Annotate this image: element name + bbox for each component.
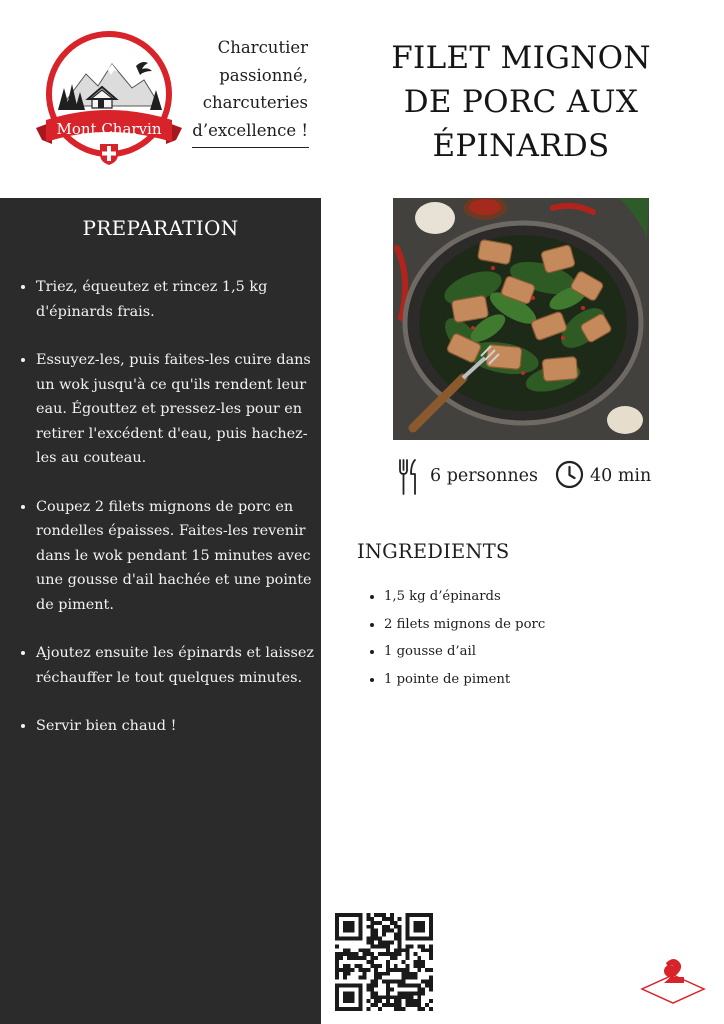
qr-module	[417, 991, 421, 995]
qr-module	[362, 948, 366, 952]
qr-module	[386, 960, 390, 964]
qr-module	[335, 976, 339, 980]
qr-module	[359, 948, 363, 952]
qr-module	[374, 933, 378, 937]
qr-module	[378, 913, 382, 917]
qr-module	[370, 984, 374, 988]
qr-module	[409, 995, 413, 999]
qr-module	[398, 980, 402, 984]
qr-module	[429, 944, 433, 948]
qr-module	[406, 995, 410, 999]
preparation-title: PREPARATION	[82, 216, 239, 240]
qr-module	[390, 987, 394, 991]
qr-module	[386, 1003, 390, 1007]
qr-module	[347, 952, 351, 956]
ingredient-item: • 1,5 kg d’épinards	[384, 583, 724, 611]
qr-module	[378, 976, 382, 980]
qr-module	[413, 976, 417, 980]
qr-module	[394, 937, 398, 941]
qr-module	[370, 956, 374, 960]
qr-module	[417, 968, 421, 972]
qr-module	[386, 952, 390, 956]
ingredient-item: • 1 gousse d’ail	[384, 638, 724, 666]
qr-module	[386, 972, 390, 976]
qr-module	[386, 984, 390, 988]
qr-module	[398, 940, 402, 944]
qr-module	[378, 964, 382, 968]
qr-module	[359, 964, 363, 968]
qr-module	[374, 984, 378, 988]
qr-module	[378, 952, 382, 956]
qr-module	[402, 1007, 406, 1011]
qr-module	[382, 1003, 386, 1007]
qr-module	[382, 913, 386, 917]
qr-module	[413, 960, 417, 964]
brand-tagline	[190, 34, 308, 144]
qr-module	[374, 991, 378, 995]
qr-module	[386, 964, 390, 968]
qr-module	[417, 1007, 421, 1011]
qr-module	[366, 1007, 370, 1011]
qr-module	[429, 948, 433, 952]
qr-module	[339, 968, 343, 972]
qr-module	[351, 952, 355, 956]
qr-module	[366, 960, 370, 964]
qr-module	[370, 980, 374, 984]
qr-module	[343, 968, 347, 972]
qr-module	[382, 929, 386, 933]
qr-module	[351, 956, 355, 960]
qr-module	[374, 921, 378, 925]
preparation-step: • Coupez 2 filets mignons de porc en rondelles épaisses. Faites-les revenir dans le wok pendant 15 minutes avec une gousse d'ail hachée et une pointe de piment.	[36, 495, 328, 618]
qr-module	[417, 944, 421, 948]
qr-module	[374, 913, 378, 917]
qr-module	[394, 925, 398, 929]
qr-module	[386, 925, 390, 929]
qr-module	[378, 999, 382, 1003]
qr-module	[366, 968, 370, 972]
qr-module	[378, 995, 382, 999]
qr-module	[421, 960, 425, 964]
qr-module	[406, 1003, 410, 1007]
qr-module	[374, 937, 378, 941]
qr-module	[382, 952, 386, 956]
qr-module	[402, 984, 406, 988]
qr-module	[370, 929, 374, 933]
qr-module	[398, 937, 402, 941]
preparation-step: • Servir bien chaud !	[36, 714, 328, 739]
qr-module	[429, 952, 433, 956]
qr-module	[417, 995, 421, 999]
qr-module	[386, 917, 390, 921]
ingredients-list	[367, 583, 724, 693]
tagline-line: charcuteries	[202, 93, 308, 112]
qr-module	[335, 956, 339, 960]
qr-module	[413, 1003, 417, 1007]
qr-module	[335, 944, 339, 948]
qr-module	[378, 940, 382, 944]
qr-module	[374, 964, 378, 968]
qr-module	[370, 960, 374, 964]
qr-module	[339, 952, 343, 956]
qr-module	[362, 956, 366, 960]
qr-module	[421, 1007, 425, 1011]
qr-module	[394, 921, 398, 925]
qr-module	[406, 956, 410, 960]
qr-module	[402, 976, 406, 980]
qr-module	[355, 952, 359, 956]
qr-module	[370, 921, 374, 925]
servings-text: 6 personnes	[430, 466, 539, 486]
qr-module	[355, 956, 359, 960]
qr-module	[370, 1003, 374, 1007]
qr-module	[429, 980, 433, 984]
qr-module	[335, 968, 339, 972]
qr-module	[374, 976, 378, 980]
qr-module	[378, 972, 382, 976]
qr-module	[343, 972, 347, 976]
qr-module	[417, 984, 421, 988]
qr-module	[390, 995, 394, 999]
qr-module	[409, 1003, 413, 1007]
qr-module	[398, 933, 402, 937]
qr-module	[343, 976, 347, 980]
qr-module	[366, 948, 370, 952]
qr-module	[386, 987, 390, 991]
qr-module	[398, 925, 402, 929]
qr-module	[366, 917, 370, 921]
qr-module	[374, 944, 378, 948]
qr-module	[382, 925, 386, 929]
ingredient-item: • 2 filets mignons de porc	[384, 611, 724, 639]
qr-module	[394, 1007, 398, 1011]
preparation-step: • Essuyez-les, puis faites-les cuire dans un wok jusqu'à ce qu'ils rendent leur eau. Égouttez et pressez-les pour en retirer l'excédent d'eau, puis hachez-les au couteau.	[36, 348, 328, 471]
qr-module	[394, 956, 398, 960]
qr-module	[394, 980, 398, 984]
qr-module	[417, 1003, 421, 1007]
qr-module	[406, 948, 410, 952]
qr-module	[406, 999, 410, 1003]
qr-module	[394, 933, 398, 937]
mont-charvin-logo	[28, 28, 190, 168]
qr-module	[386, 944, 390, 948]
qr-module	[394, 964, 398, 968]
qr-module	[382, 940, 386, 944]
qr-module	[386, 929, 390, 933]
preparation-step: • Ajoutez ensuite les épinards et laissez réchauffer le tout quelques minutes.	[36, 641, 328, 690]
qr-module	[374, 956, 378, 960]
qr-module	[390, 940, 394, 944]
qr-module	[370, 952, 374, 956]
qr-module	[359, 976, 363, 980]
qr-module	[425, 948, 429, 952]
fork-knife-icon	[397, 458, 421, 496]
qr-module	[343, 952, 347, 956]
preparation-step: • Triez, équeutez et rincez 1,5 kg d'épinards frais.	[36, 275, 328, 324]
qr-module	[370, 925, 374, 929]
qr-module	[335, 952, 339, 956]
qr-module	[347, 972, 351, 976]
qr-module	[347, 964, 351, 968]
qr-module	[370, 937, 374, 941]
qr-module	[390, 968, 394, 972]
qr-module	[386, 948, 390, 952]
recipe-title-line: ÉPINARDS	[432, 128, 610, 164]
qr-module	[406, 984, 410, 988]
qr-module	[386, 968, 390, 972]
dish-photo	[393, 198, 649, 440]
qr-module	[374, 972, 378, 976]
qr-module	[382, 944, 386, 948]
qr-module	[359, 956, 363, 960]
qr-module	[382, 980, 386, 984]
recipe-title-line: DE PORC AUX	[403, 84, 639, 120]
qr-module	[359, 968, 363, 972]
qr-module	[335, 960, 339, 964]
qr-module	[370, 987, 374, 991]
qr-module	[390, 956, 394, 960]
qr-module	[413, 972, 417, 976]
tagline-line: d’excellence !	[192, 120, 308, 140]
qr-module	[417, 999, 421, 1003]
qr-module	[429, 976, 433, 980]
qr-module	[366, 952, 370, 956]
qr-module	[386, 940, 390, 944]
qr-module	[394, 952, 398, 956]
qr-module	[398, 1007, 402, 1011]
qr-module	[370, 944, 374, 948]
qr-module	[394, 968, 398, 972]
qr-module	[374, 980, 378, 984]
qr-module	[366, 913, 370, 917]
qr-module	[402, 948, 406, 952]
qr-module	[366, 987, 370, 991]
qr-module	[421, 964, 425, 968]
qr-module	[421, 944, 425, 948]
qr-module	[421, 991, 425, 995]
qr-module	[382, 972, 386, 976]
qr-module	[374, 999, 378, 1003]
qr-module	[386, 980, 390, 984]
qr-module	[394, 999, 398, 1003]
qr-module	[425, 968, 429, 972]
qr-module	[382, 917, 386, 921]
qr-module	[413, 999, 417, 1003]
qr-module	[398, 948, 402, 952]
qr-module	[378, 1007, 382, 1011]
qr-module	[390, 917, 394, 921]
qr-module	[390, 921, 394, 925]
tagline-line: passionné,	[219, 65, 308, 85]
duration-text: 40 min	[590, 466, 652, 486]
qr-module	[413, 984, 417, 988]
qr-module	[402, 991, 406, 995]
qr-module	[421, 948, 425, 952]
qr-module	[366, 937, 370, 941]
qr-module	[429, 1007, 433, 1011]
qr-module	[429, 987, 433, 991]
qr-module	[335, 964, 339, 968]
qr-module	[366, 999, 370, 1003]
qr-module	[370, 917, 374, 921]
qr-module	[386, 999, 390, 1003]
qr-module	[409, 991, 413, 995]
qr-module	[409, 999, 413, 1003]
qr-module	[355, 964, 359, 968]
qr-module	[402, 995, 406, 999]
qr-module	[394, 995, 398, 999]
qr-module	[366, 984, 370, 988]
qr-module	[386, 995, 390, 999]
qr-module	[347, 968, 351, 972]
qr-module	[374, 1003, 378, 1007]
qr-module	[417, 987, 421, 991]
maitre-artisan-badge	[640, 957, 706, 1005]
ingredients-title: INGREDIENTS	[357, 540, 510, 563]
qr-module	[406, 952, 410, 956]
qr-module	[378, 944, 382, 948]
qr-module	[386, 991, 390, 995]
tagline-line: Charcutier	[217, 38, 308, 57]
qr-module	[406, 968, 410, 972]
qr-module	[382, 933, 386, 937]
qr-module	[429, 968, 433, 972]
tagline-divider	[192, 147, 309, 148]
qr-module	[429, 984, 433, 988]
recipe-title-line: FILET MIGNON	[391, 40, 651, 76]
qr-module	[429, 999, 433, 1003]
qr-module	[378, 921, 382, 925]
qr-module	[343, 964, 347, 968]
qr-module	[390, 952, 394, 956]
qr-module	[417, 956, 421, 960]
qr-module	[362, 968, 366, 972]
qr-module	[335, 972, 339, 976]
qr-module	[370, 991, 374, 995]
qr-module	[406, 976, 410, 980]
qr-module	[390, 980, 394, 984]
qr-module	[425, 1003, 429, 1007]
qr-module	[390, 1003, 394, 1007]
qr-module	[402, 960, 406, 964]
qr-module	[409, 976, 413, 980]
qr-module	[398, 991, 402, 995]
qr-module	[429, 956, 433, 960]
qr-module	[406, 964, 410, 968]
qr-module	[398, 984, 402, 988]
preparation-steps	[18, 275, 328, 763]
qr-module	[425, 984, 429, 988]
qr-module	[409, 984, 413, 988]
qr-module	[390, 913, 394, 917]
qr-module	[417, 964, 421, 968]
qr-module	[370, 940, 374, 944]
qr-module	[394, 1003, 398, 1007]
qr-module	[406, 944, 410, 948]
qr-module	[362, 976, 366, 980]
qr-module	[347, 956, 351, 960]
logo-wordmark: Mont Charvin	[56, 120, 162, 138]
qr-module	[351, 968, 355, 972]
qr-module	[398, 1003, 402, 1007]
qr-module	[406, 991, 410, 995]
qr-module	[343, 948, 347, 952]
recipe-title	[330, 36, 712, 168]
qr-module	[413, 952, 417, 956]
qr-module	[398, 944, 402, 948]
qr-module	[425, 980, 429, 984]
qr-module	[362, 952, 366, 956]
qr-module	[362, 972, 366, 976]
ingredient-item: • 1 pointe de piment	[384, 666, 724, 694]
qr-module	[382, 995, 386, 999]
qr-module	[398, 999, 402, 1003]
qr-module	[398, 952, 402, 956]
qr-module	[374, 929, 378, 933]
qr-module	[370, 933, 374, 937]
qr-module	[370, 964, 374, 968]
qr-module	[366, 925, 370, 929]
qr-module	[374, 995, 378, 999]
qr-module	[417, 960, 421, 964]
qr-module	[347, 948, 351, 952]
clock-icon	[555, 460, 584, 489]
qr-module	[398, 929, 402, 933]
qr-module	[413, 964, 417, 968]
qr-module	[409, 944, 413, 948]
qr-module	[402, 968, 406, 972]
qr-module	[378, 937, 382, 941]
qr-module	[406, 972, 410, 976]
qr-module	[366, 940, 370, 944]
qr-module	[421, 980, 425, 984]
qr-module	[421, 987, 425, 991]
qr-module	[409, 972, 413, 976]
qr-module	[390, 929, 394, 933]
qr-module	[402, 972, 406, 976]
qr-module	[394, 948, 398, 952]
qr-module	[374, 968, 378, 972]
qr-module	[398, 968, 402, 972]
qr-module	[398, 995, 402, 999]
qr-module	[398, 917, 402, 921]
qr-module	[339, 956, 343, 960]
qr-module	[370, 995, 374, 999]
qr-module	[402, 980, 406, 984]
qr-module	[413, 991, 417, 995]
qr-code-icon[interactable]	[335, 913, 433, 1011]
